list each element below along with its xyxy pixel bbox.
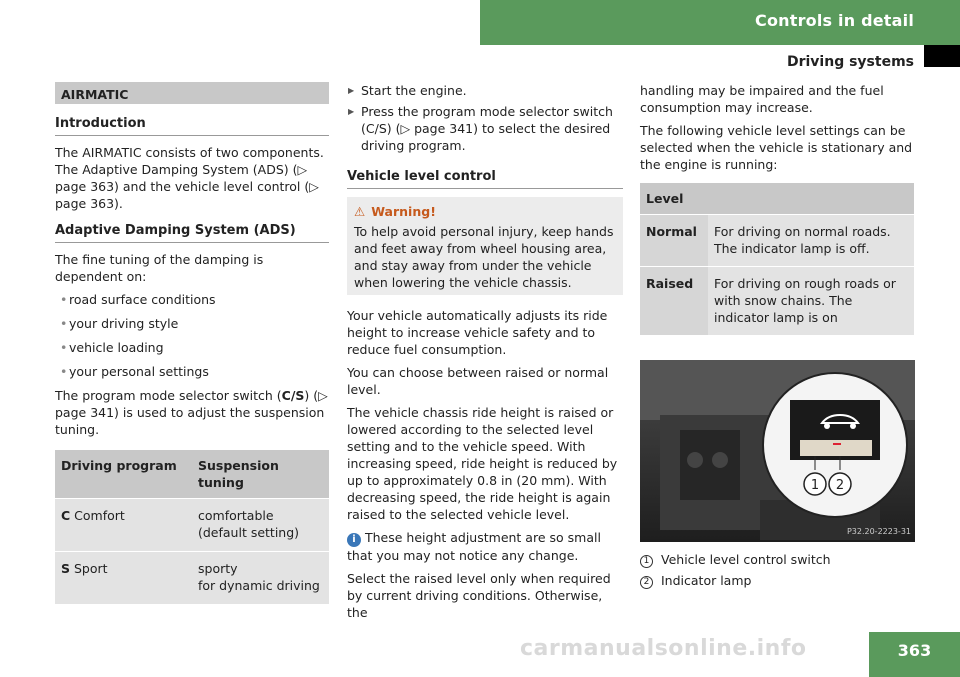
table-header: Level (640, 183, 914, 215)
ads-factor-list (55, 291, 329, 380)
table-cell (192, 552, 329, 605)
info-icon: i (347, 533, 361, 547)
introduction-title: Introduction (55, 115, 329, 136)
switch-text-part: ) (▷ page 341) is used to adjust the suspension tuning. (55, 388, 328, 437)
step-list (347, 82, 623, 154)
number-circle-icon: 2 (640, 576, 653, 589)
warning-triangle-icon: ⚠ (354, 204, 366, 219)
watermark: carmanualsonline.info (520, 636, 807, 661)
legend-label: Indicator lamp (661, 573, 752, 588)
info-text: These height adjustment are so small that you may not notice any change. (347, 530, 601, 563)
list-item: • road surface conditions (55, 291, 329, 308)
level-table (640, 183, 914, 335)
step-item: ▶ Start the engine. (347, 82, 623, 99)
table-header: Suspension tuning (192, 450, 329, 499)
level-name: Raised (640, 267, 708, 336)
table-row (55, 499, 329, 552)
page-number: 363 (869, 632, 960, 677)
list-item: • vehicle loading (55, 339, 329, 356)
dashboard-photo (640, 360, 915, 542)
subsection-header: Driving systems (786, 54, 914, 70)
paragraph: The vehicle chassis ride height is raised or lowered according to the selected level setting and to the vehicle speed. With increasing speed, ride height is reduced by up to approximately 0.8 in (20 mm). With decreasing speed, the ride height is again raised to the selected vehicle level. (347, 405, 618, 522)
program-key: S (61, 561, 71, 576)
level-name: Normal (640, 215, 708, 267)
dashboard-illustration (640, 360, 915, 542)
paragraph: Your vehicle automatically adjusts its ride height to increase vehicle safety and to reduce fuel consumption. (347, 308, 608, 357)
level-desc: For driving on normal roads. The indicator lamp is off. (708, 215, 914, 267)
svg-text:2: 2 (835, 478, 845, 493)
list-item: • your driving style (55, 315, 329, 332)
table-row (640, 267, 914, 336)
driving-program-table (55, 450, 329, 604)
section-header: Controls in detail (480, 0, 960, 45)
number-circle-icon: 1 (640, 555, 653, 568)
table-header: Driving program (55, 450, 192, 499)
ads-title: Adaptive Damping System (ADS) (55, 222, 329, 243)
airmatic-heading: AIRMATIC (55, 82, 329, 104)
switch-code: C/S (281, 388, 305, 403)
header-tab (924, 45, 960, 67)
level-desc: For driving on rough roads or with snow chains. The indicator lamp is on (708, 267, 914, 336)
program-name: Sport (74, 561, 108, 576)
column-middle (347, 82, 623, 627)
info-note (347, 529, 623, 564)
list-item: • your personal settings (55, 363, 329, 380)
warning-text: To help avoid personal injury, keep hands and feet away from wheel housing area, and stay away from under the vehicle when lowering the vehicle chassis. (354, 224, 614, 290)
introduction-text: The AIRMATIC consists of two components. The Adaptive Damping System (ADS) (▷ page 363) and the vehicle level control (▷ page 363). (55, 145, 324, 211)
paragraph: The following vehicle level settings can be selected when the vehicle is stationary and the engine is running: (640, 123, 913, 172)
table-row (640, 215, 914, 267)
column-right (640, 82, 915, 589)
tuning-line: sporty (198, 561, 238, 576)
paragraph: You can choose between raised or normal level. (347, 365, 609, 397)
legend-item (640, 551, 915, 568)
warning-box (347, 197, 623, 295)
ads-text: The fine tuning of the damping is dependent on: (55, 252, 264, 284)
column-left (55, 82, 329, 604)
switch-text-part: The program mode selector switch ( (55, 388, 282, 403)
tuning-line: (default setting) (198, 525, 300, 540)
table-row (55, 552, 329, 605)
table-cell (192, 499, 329, 552)
warning-title (354, 203, 617, 220)
step-item: ▶ Press the program mode selector switch (C/S) (▷ page 341) to select the desired driving program. (347, 103, 623, 154)
svg-text:1: 1 (810, 478, 820, 493)
vlc-title: Vehicle level control (347, 168, 623, 189)
legend-label: Vehicle level control switch (661, 552, 831, 567)
table-cell (55, 499, 192, 552)
photo-code: P32.20-2223-31 (846, 527, 911, 536)
warning-title-text: Warning! (371, 204, 436, 219)
table-cell (55, 552, 192, 605)
program-name: Comfort (74, 508, 125, 523)
tuning-line: for dynamic driving (198, 578, 320, 593)
legend-item (640, 572, 915, 589)
switch-text (55, 387, 329, 438)
paragraph: handling may be impaired and the fuel consumption may increase. (640, 83, 884, 115)
paragraph: Select the raised level only when required by current driving conditions. Otherwise, the (347, 571, 611, 620)
program-key: C (61, 508, 71, 523)
tuning-line: comfortable (198, 508, 274, 523)
